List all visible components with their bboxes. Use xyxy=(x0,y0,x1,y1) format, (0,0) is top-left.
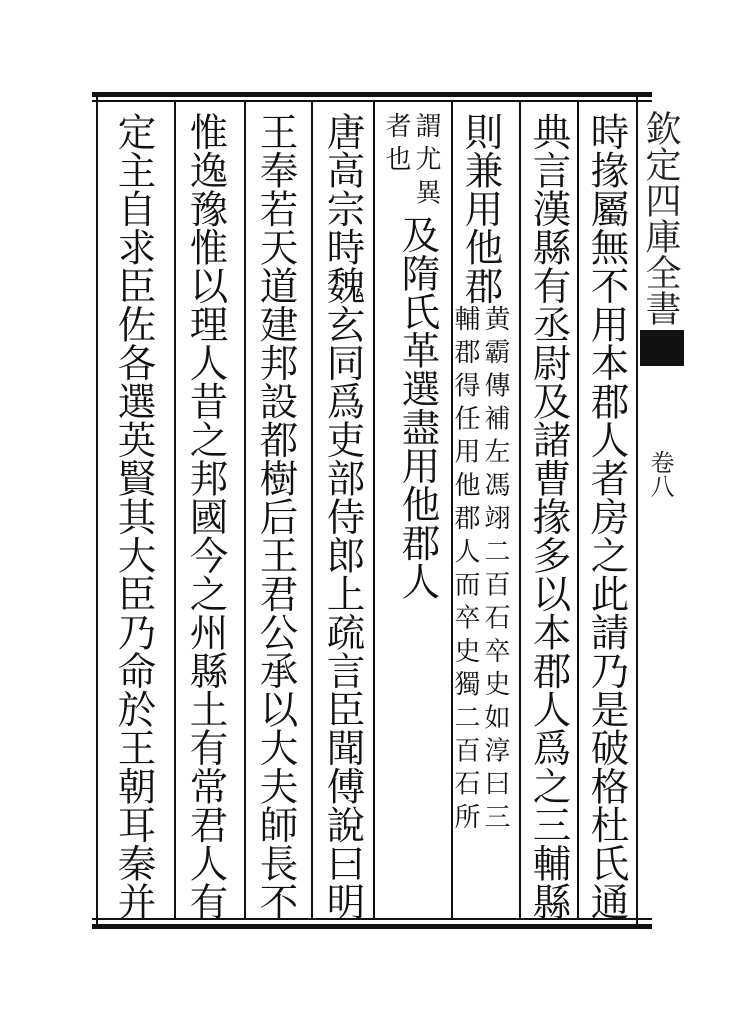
text-column-7: 惟逸豫惟以理人昔之邦國今之州縣土有常君人有 xyxy=(183,112,229,921)
text-column-6: 王奉若天道建邦設都樹后王君公承以大夫師長不 xyxy=(253,112,299,921)
column-divider xyxy=(174,102,176,918)
column-divider xyxy=(373,102,375,918)
right-border xyxy=(636,96,638,924)
text-column-1: 時掾屬無不用本郡人者房之此請乃是破格杜氏通 xyxy=(584,112,630,921)
text-column-4-main: 及隋氏革選盡用他郡人 xyxy=(395,215,441,600)
juan-number: 卷八 xyxy=(646,450,674,498)
bottom-border-thick xyxy=(92,924,652,929)
text-column-4-note-left: 者也 xyxy=(381,112,411,179)
column-divider xyxy=(311,102,313,918)
text-column-3-note-right: 黄霸傳補左馮翊二百石卒史如淳曰三 xyxy=(480,305,510,837)
column-divider xyxy=(244,102,246,918)
text-column-4-note-right: 謂尤異 xyxy=(411,112,441,212)
text-column-3-note-left: 輔郡得任用他郡人而卒史獨二百石所 xyxy=(450,305,480,837)
text-column-3-main: 則兼用他郡 xyxy=(458,112,504,305)
column-divider xyxy=(577,102,579,918)
top-border-thin xyxy=(92,100,652,102)
top-border-thick xyxy=(92,92,652,97)
text-column-5: 唐高宗時魏玄同爲吏部侍郎上疏言臣聞傅說曰明 xyxy=(320,112,366,921)
book-title: 欽定四庫全書 xyxy=(640,110,681,326)
column-divider xyxy=(519,102,521,918)
fish-tail-block xyxy=(640,330,684,366)
left-border xyxy=(96,96,98,924)
text-column-2: 典言漢縣有丞尉及諸曹掾多以本郡人爲之三輔縣 xyxy=(526,112,572,921)
text-column-8: 定主自求臣佐各選英賢其大臣乃命於王朝耳秦并 xyxy=(111,112,157,921)
